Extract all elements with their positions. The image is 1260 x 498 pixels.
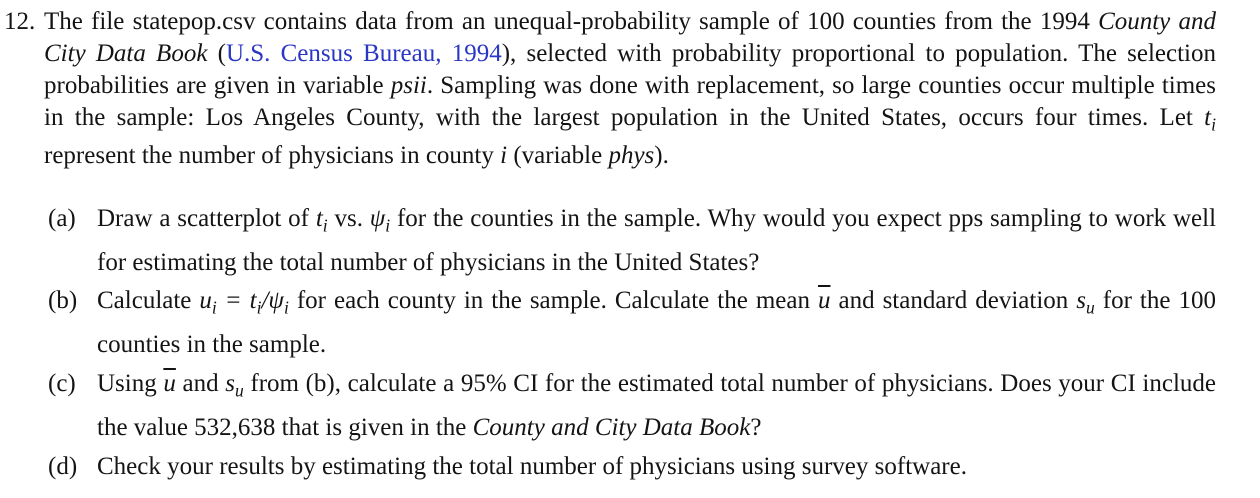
part-label: (b) [48,287,78,314]
symbol-psi-subscript: i [385,215,391,236]
intro-text-2: ( [207,40,226,67]
symbol-t-subscript: i [322,215,328,236]
symbol-t: t [1204,104,1212,131]
equation-t-subscript: i [256,297,262,318]
intro-text-7: ). [654,142,669,170]
symbol-t-subscript: i [1211,114,1216,135]
part-b-text-2: for each county in the sample. Calculate the mean [288,287,818,314]
equation-u: u [199,287,212,314]
symbol-u-bar: $\overline{u}$ [163,370,176,397]
book-title: County and City Data Book [472,414,751,442]
symbol-s: s [1076,287,1087,314]
problem-number: 12. [4,8,36,35]
symbol-i: i [500,142,508,170]
part-text [97,365,1216,447]
equation-psi-subscript: i [283,297,289,318]
part-c-text-4: ? [750,414,762,442]
part-b-text-4: for the 100 counties in the sample. [97,287,1216,359]
part-label: (d) [48,453,78,480]
part-c-text-1: Using [97,370,164,397]
symbol-psi: ψ [369,205,386,232]
part-text [97,282,1216,364]
symbol-s-subscript: u [1086,297,1095,318]
intro-text-6: (variable [507,142,609,170]
symbol-u-bar: $\overline{u}$ [817,287,831,314]
part-text [97,448,1216,486]
part-a-text-3: for the counties in the sample. Why would you expect pps sampling to work well for estimating the total number of physicians in the United States? [97,205,1217,277]
symbol-t: t [315,205,323,232]
part-label: (a) [48,205,76,232]
part-label: (c) [48,370,76,397]
variable-psii: psii [390,72,427,99]
part-text [97,200,1216,282]
intro-text-4: . Sampling was done with replacement, so large counties occur multiple times in the sample: Los Angeles County, with the largest population in the United States, occurs four times. Let [44,72,1216,131]
intro-text-1: The file statepop.csv contains data from an unequal-probability sample of 100 counties from the 1994 [44,8,1099,35]
part-b-text-3: and standard deviation [830,287,1077,314]
part-b-text-1: Calculate [97,287,200,314]
variable-phys: phys [608,142,655,170]
part-a-text-1: Draw a scatterplot of [97,205,316,232]
citation-link[interactable]: U.S. Census Bureau, 1994 [225,40,502,67]
part-a-text-2: vs. [327,205,370,232]
intro-text-3: ), selected with probability proportional to population. The selection probabilities are given in variable [44,40,1217,99]
equation-divide-psi: /ψ [261,287,284,314]
symbol-s: s [225,370,235,397]
equation-u-subscript: i [211,297,217,318]
equation-equals-t: = t [216,287,257,314]
part-c-text-2: and [175,370,226,397]
intro-text-5: represent the number of physicians in county [44,142,501,170]
part-c-text-3: from (b), calculate a 95% CI for the estimated total number of physicians. Does your CI include the value 532,638 that is given in the [97,370,1216,442]
book-title: County and City Data Book [44,8,1216,67]
part-d-text-1: Check your results by estimating the total number of physicians using survey software. [97,453,967,480]
symbol-s-subscript: u [234,380,244,401]
problem-intro [44,6,1216,172]
